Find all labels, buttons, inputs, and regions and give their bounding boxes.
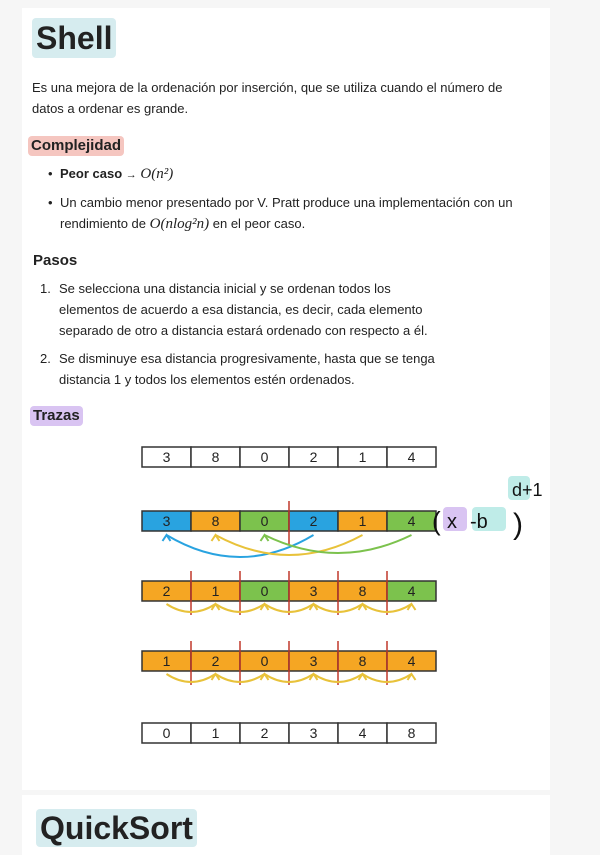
next-section-title: QuickSort	[36, 809, 197, 847]
trace-cell-value: 0	[162, 725, 171, 741]
trace-cell-value: 4	[407, 449, 416, 465]
trace-cell-value: 4	[358, 725, 367, 741]
trace-cell-value: 1	[211, 725, 220, 741]
steps-heading: Pasos	[33, 252, 78, 269]
step-text: Se selecciona una distancia inicial y se ordenan todos los elementos de acuerdo a esa distancia, es decir, cada elemento separado de otro a distancia estará ordenado con respecto a él.	[59, 281, 428, 338]
shell-sort-trace-diagram	[22, 8, 550, 790]
worst-case-formula: O(n²)	[140, 166, 174, 182]
page-title: Shell	[32, 18, 116, 58]
trace-cell-value: 2	[309, 449, 318, 465]
complexity-heading: Complejidad	[28, 136, 124, 156]
trace-cell-value: 2	[260, 725, 269, 741]
trace-cell-value: 1	[211, 583, 220, 599]
trace-cell-value: 3	[309, 725, 318, 741]
annotation-close-paren: )	[513, 508, 523, 541]
trace-cell-value: 0	[260, 449, 269, 465]
trace-cell-value: 1	[162, 653, 171, 669]
annotation-open-paren: (	[432, 506, 441, 536]
variant-formula: O(nlog²n)	[149, 216, 210, 232]
trace-cell-value: 8	[358, 583, 367, 599]
trace-cell-value: 0	[260, 583, 269, 599]
swap-arc-green	[265, 535, 412, 553]
annotation-exponent: d+1	[512, 480, 543, 500]
trace-cell-value: 2	[211, 653, 220, 669]
variant-text-2: en el peor caso.	[212, 216, 306, 231]
shell-page	[22, 8, 550, 790]
intro-paragraph: Es una mejora de la ordenación por inserción, que se utiliza cuando el número de datos a ordenar es grande.	[32, 80, 503, 116]
handwritten-annotation	[420, 470, 600, 550]
annotation-minus-b: -b	[470, 511, 488, 533]
arrow-icon: →	[125, 169, 137, 181]
trace-cell-value: 3	[309, 583, 318, 599]
trace-cell-value: 8	[211, 449, 220, 465]
step-number: 1.	[40, 281, 51, 296]
trace-cell-value: 1	[358, 513, 367, 529]
quicksort-page	[22, 795, 550, 855]
trace-cell-value: 8	[407, 725, 416, 741]
trace-cell-value: 0	[260, 513, 269, 529]
worst-case-label: Peor caso	[60, 166, 123, 181]
trace-cell-value: 2	[309, 513, 318, 529]
trace-cell-value: 4	[407, 653, 416, 669]
trace-cell-value: 4	[407, 513, 416, 529]
trace-cell-value: 8	[211, 513, 220, 529]
step-number: 2.	[40, 351, 51, 366]
step-text: Se disminuye esa distancia progresivamente, hasta que se tenga distancia 1 y todos los elementos estén ordenados.	[59, 351, 435, 387]
trace-cell-value: 1	[358, 449, 367, 465]
variant-text-1: Un cambio menor presentado por V. Pratt produce una implementación con un rendimiento de	[60, 195, 513, 231]
trace-cell-value: 3	[309, 653, 318, 669]
trace-cell-value: 0	[260, 653, 269, 669]
trace-cell-value: 8	[358, 653, 367, 669]
annotation-x: x	[447, 511, 457, 533]
trace-cell-value: 4	[407, 583, 416, 599]
traces-heading: Trazas	[30, 406, 83, 426]
trace-cell-value: 2	[162, 583, 171, 599]
trace-cell-value: 3	[162, 513, 171, 529]
trace-cell-value: 3	[162, 449, 171, 465]
